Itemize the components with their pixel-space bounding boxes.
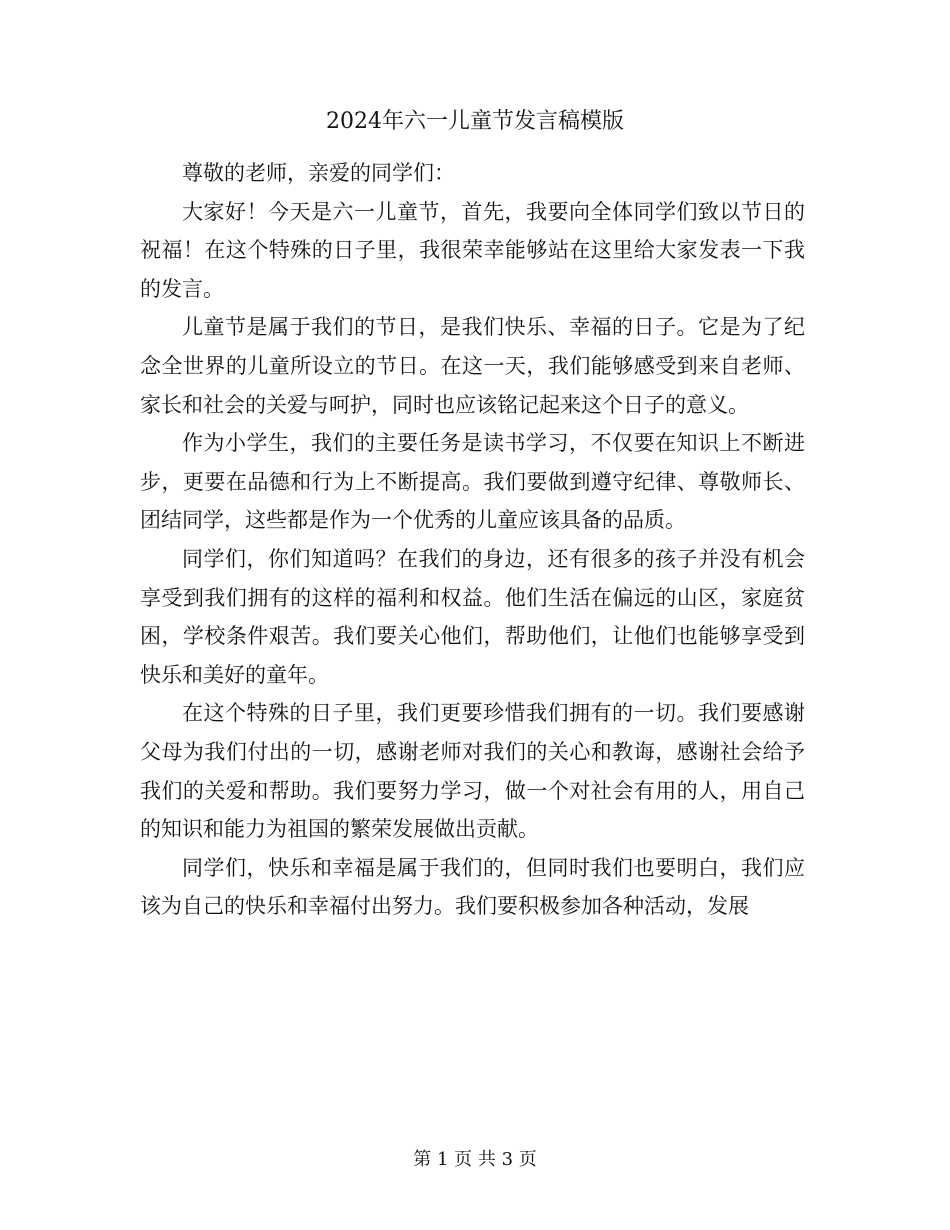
paragraph-gratitude: 在这个特殊的日子里，我们更要珍惜我们拥有的一切。我们要感谢父母为我们付出的一切，感谢老师对我们的关心和教诲，感谢社会给予我们的关爱和帮助。我们要努力学习，做一个对社会有用的人，用自己的知识和能力为祖国的繁荣发展做出贡献。	[140, 701, 805, 842]
paragraph-festival-meaning: 儿童节是属于我们的节日，是我们快乐、幸福的日子。它是为了纪念全世界的儿童所设立的节日。在这一天，我们能够感受到来自老师、家长和社会的关爱与呵护，同时也应该铭记起来这个日子的意义。	[140, 315, 805, 417]
paragraph-care-others: 同学们，你们知道吗？在我们的身边，还有很多的孩子并没有机会享受到我们拥有的这样的福利和权益。他们生活在偏远的山区，家庭贫困，学校条件艰苦。我们要关心他们，帮助他们，让他们也能够享受到快乐和美好的童年。	[140, 546, 805, 687]
document-body	[140, 154, 805, 926]
paragraph-effort: 同学们，快乐和幸福是属于我们的，但同时我们也要明白，我们应该为自己的快乐和幸福付出努力。我们要积极参加各种活动，发展	[140, 855, 805, 919]
salutation: 尊敬的老师，亲爱的同学们：	[182, 161, 455, 185]
page-number: 第 1 页 共 3 页	[413, 1149, 537, 1170]
paragraph-greeting: 大家好！今天是六一儿童节，首先，我要向全体同学们致以节日的祝福！在这个特殊的日子里，我很荣幸能够站在这里给大家发表一下我的发言。	[140, 199, 805, 301]
paragraph-student-duty: 作为小学生，我们的主要任务是读书学习，不仅要在知识上不断进步，更要在品德和行为上不断提高。我们要做到遵守纪律、尊敬师长、团结同学，这些都是作为一个优秀的儿童应该具备的品质。	[140, 431, 805, 533]
document-title: 2024年六一儿童节发言稿模版	[326, 109, 624, 134]
